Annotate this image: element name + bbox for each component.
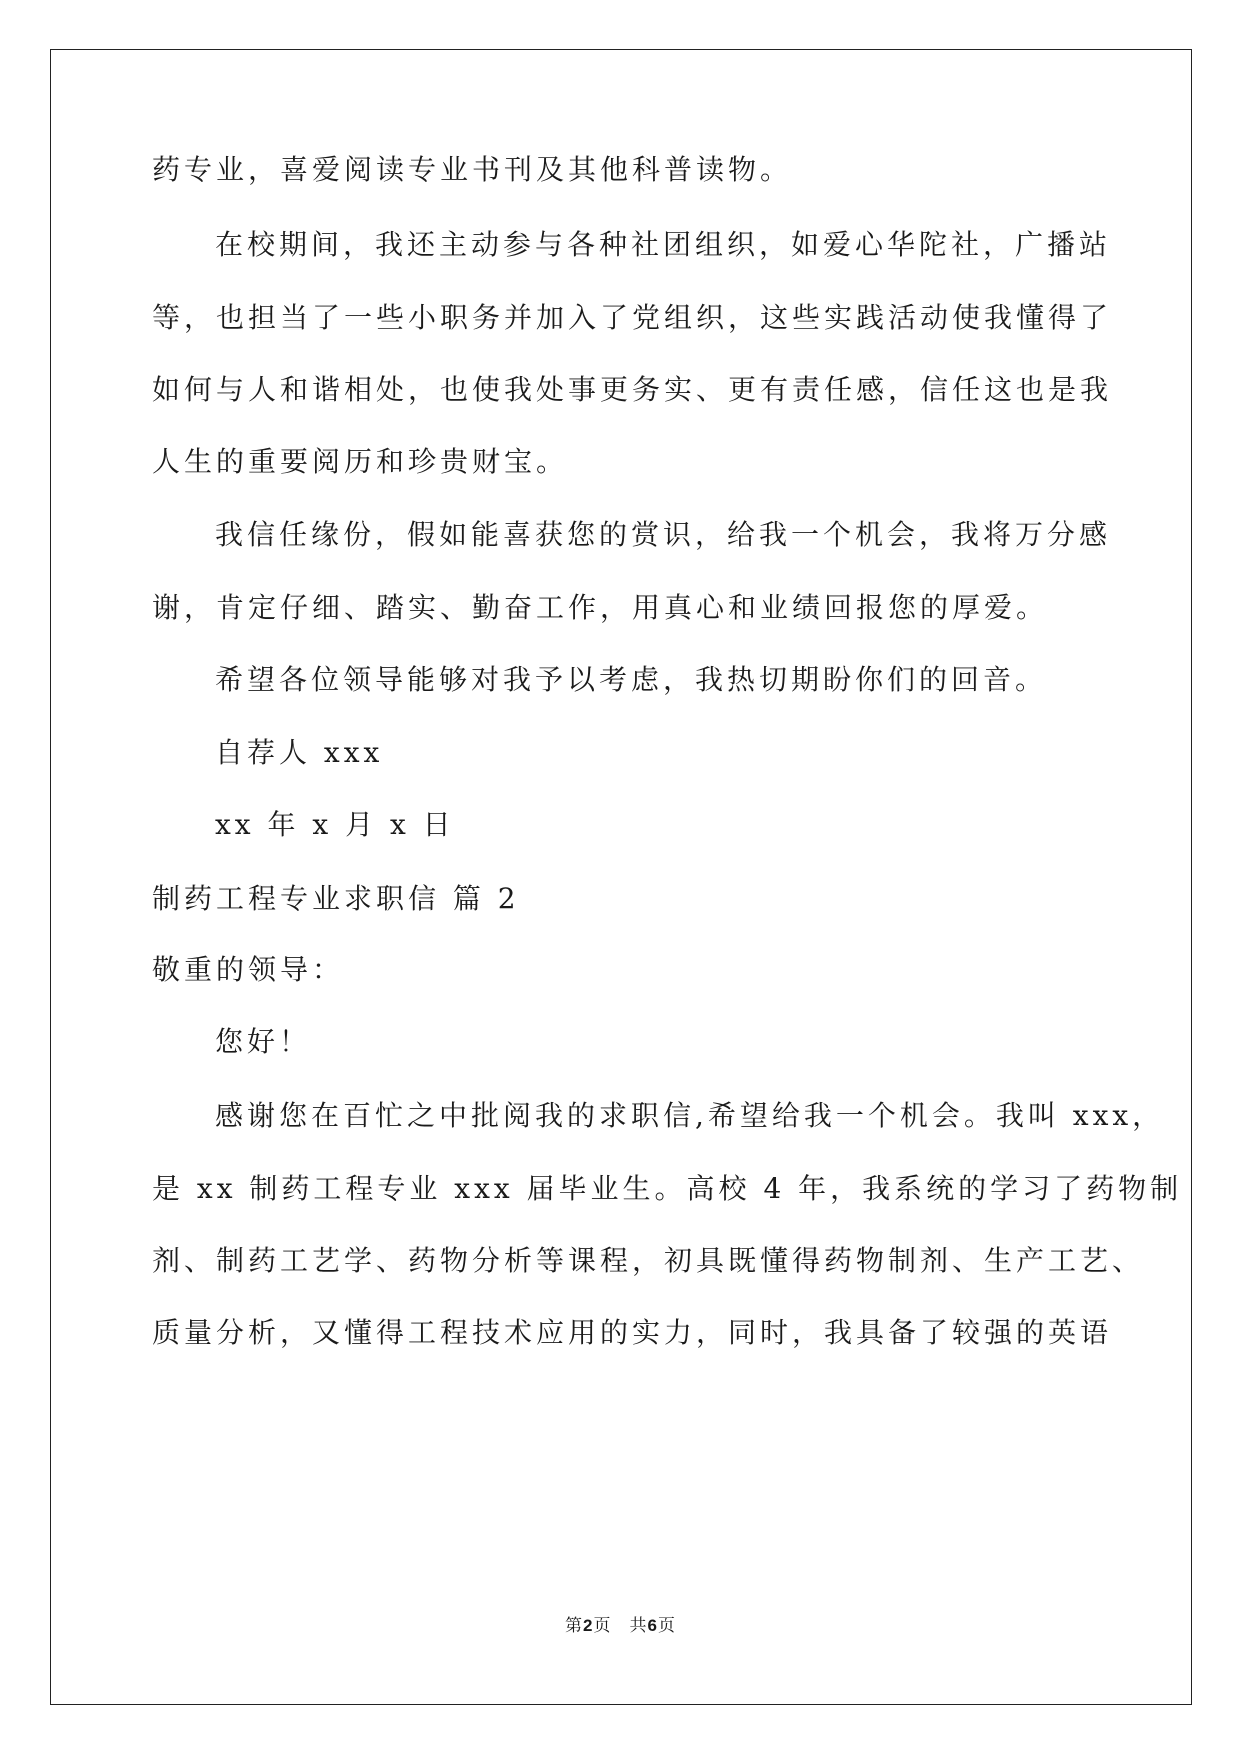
paragraph-line: 等，也担当了一些小职务并加入了党组织，这些实践活动使我懂得了 bbox=[152, 301, 1113, 334]
paragraph-line: 剂、制药工艺学、药物分析等课程，初具既懂得药物制剂、生产工艺、 bbox=[152, 1244, 1145, 1277]
paragraph-line: 感谢您在百忙之中批阅我的求职信,希望给我一个机会。我叫 xxx， bbox=[215, 1099, 1165, 1132]
signature-date: xx 年 x 月 x 日 bbox=[215, 808, 455, 841]
paragraph-line: 我信任缘份，假如能喜获您的赏识，给我一个机会，我将万分感 bbox=[215, 518, 1112, 551]
total-page-number: 6 bbox=[647, 1616, 658, 1635]
paragraph-line: 希望各位领导能够对我予以考虑，我热切期盼你们的回音。 bbox=[215, 663, 1048, 696]
page-number-footer bbox=[0, 1614, 1241, 1638]
page-label-prefix: 第 bbox=[565, 1616, 584, 1636]
salutation: 敬重的领导： bbox=[152, 953, 345, 986]
paragraph-line: 是 xx 制药工程专业 xxx 届毕业生。高校 4 年，我系统的学习了药物制 bbox=[152, 1172, 1183, 1205]
paragraph-line: 如何与人和谐相处，也使我处事更务实、更有责任感，信任这也是我 bbox=[152, 373, 1113, 406]
page-label-middle: 页 共 bbox=[593, 1616, 648, 1636]
signature-name: 自荐人 xxx bbox=[215, 736, 384, 769]
paragraph-line: 药专业，喜爱阅读专业书刊及其他科普读物。 bbox=[152, 153, 793, 186]
page-label-suffix: 页 bbox=[657, 1616, 676, 1636]
paragraph-line: 谢，肯定仔细、踏实、勤奋工作，用真心和业绩回报您的厚爱。 bbox=[152, 591, 1049, 624]
paragraph-line: 质量分析，又懂得工程技术应用的实力，同时，我具备了较强的英语 bbox=[152, 1316, 1113, 1349]
section-heading: 制药工程专业求职信 篇 2 bbox=[152, 882, 520, 915]
paragraph-line: 在校期间，我还主动参与各种社团组织，如爱心华陀社，广播站 bbox=[215, 228, 1112, 261]
greeting: 您好！ bbox=[215, 1025, 312, 1058]
current-page-number: 2 bbox=[583, 1616, 594, 1635]
paragraph-line: 人生的重要阅历和珍贵财宝。 bbox=[152, 445, 569, 478]
